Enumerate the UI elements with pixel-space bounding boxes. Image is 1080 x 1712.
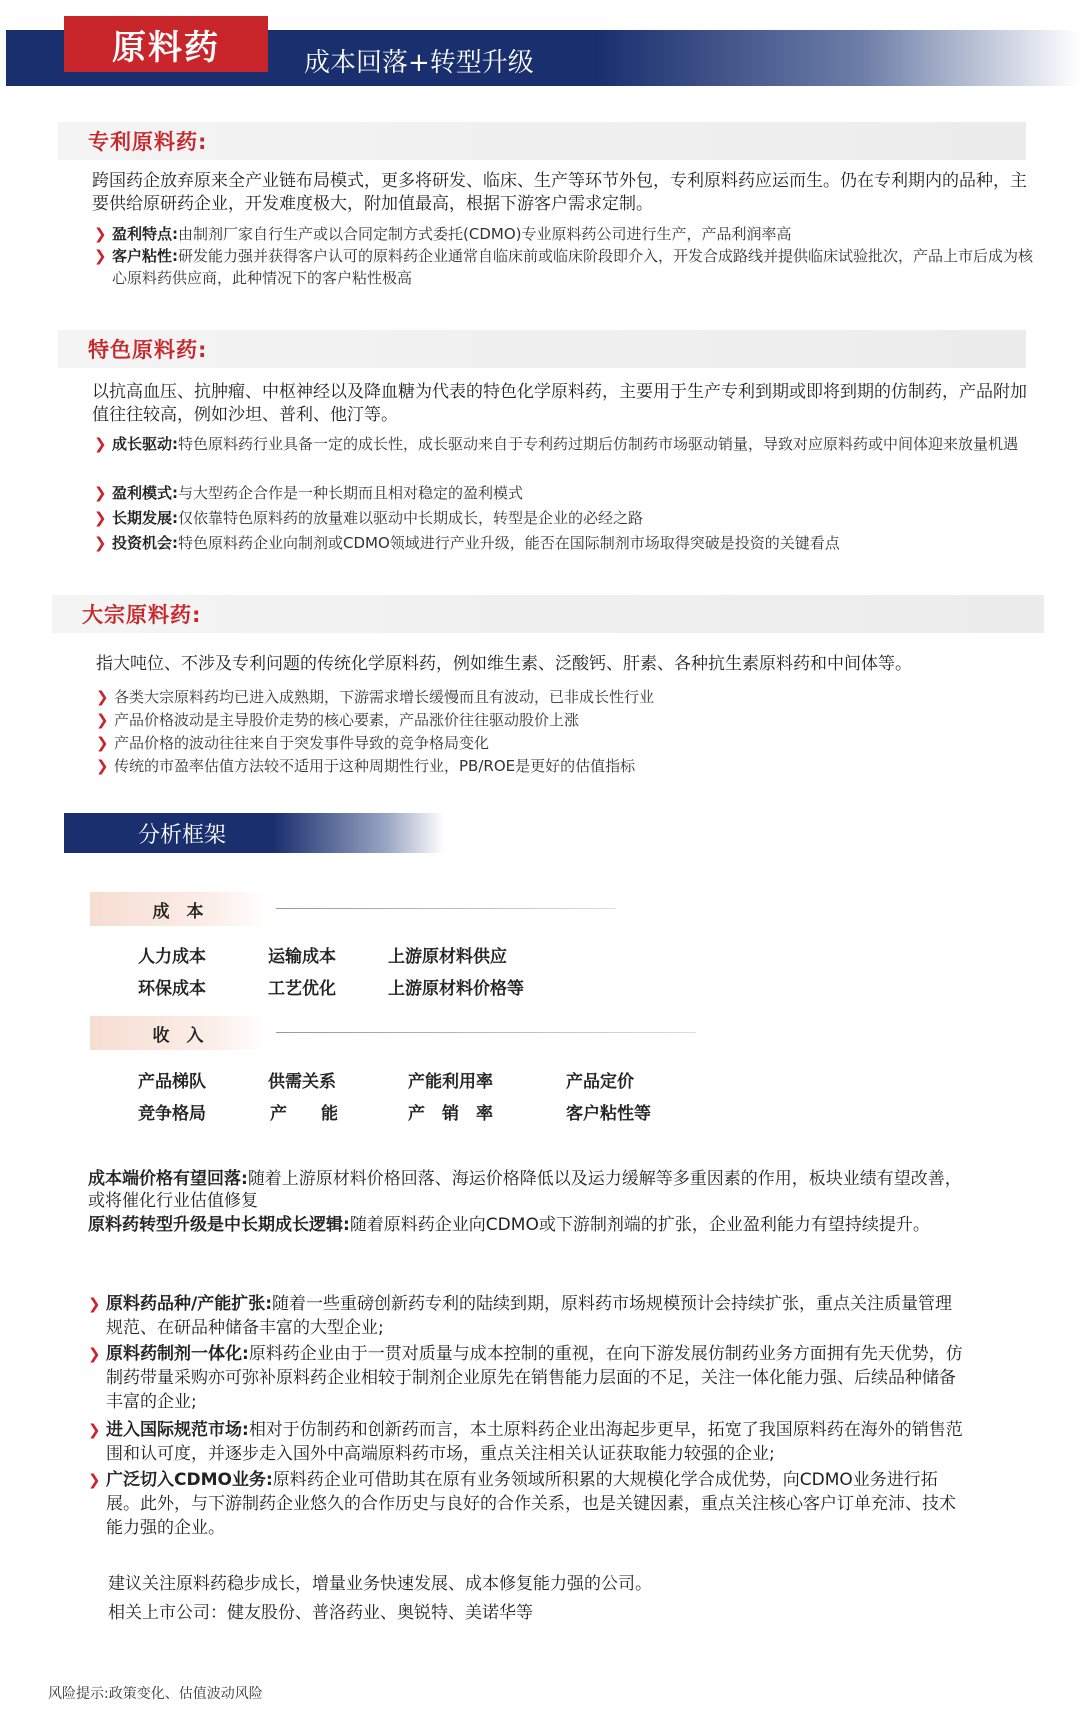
specialty-bullet-1 [94, 433, 1034, 455]
focus-1 [88, 1292, 968, 1340]
focus-text: 相对于仿制药和创新药而言，本土原料药企业出海起步更早，拓宽了我国原料药在海外的销售范围和认可度，并逐步走入国外中高端原料药市场，重点关注相关认证获取能力较强的企业; [106, 1420, 963, 1464]
revenue-item: 产品梯队 [138, 1072, 206, 1092]
bullet-title: 客户粘性: [112, 247, 178, 265]
cost-tag: 成 本 [90, 892, 266, 926]
conclusion-1 [88, 1168, 968, 1212]
bullet-text: 传统的市盈率估值方法较不适用于这种周期性行业，PB/ROE是更好的估值指标 [114, 757, 636, 775]
patent-bullet-2 [94, 245, 1034, 289]
bulk-bullet-1 [96, 686, 1036, 708]
specialty-bullet-4 [94, 532, 1034, 554]
arrow-icon: ❯ [96, 688, 109, 706]
patent-bullet-1 [94, 223, 1034, 245]
focus-title: 广泛切入CDMO业务: [106, 1470, 273, 1490]
arrow-icon: ❯ [94, 509, 107, 527]
cost-divider [276, 908, 616, 909]
cost-item: 运输成本 [268, 947, 336, 967]
arrow-icon: ❯ [88, 1295, 101, 1313]
arrow-icon: ❯ [96, 757, 109, 775]
revenue-item: 客户粘性等 [566, 1104, 651, 1124]
focus-4 [88, 1468, 968, 1540]
bullet-text: 各类大宗原料药均已进入成熟期，下游需求增长缓慢而且有波动，已非成长性行业 [114, 688, 655, 706]
specialty-heading: 特色原料药: [58, 330, 1026, 368]
bullet-title: 长期发展: [112, 509, 178, 527]
revenue-item: 竞争格局 [138, 1104, 206, 1124]
header-subtitle: 成本回落+转型升级 [304, 48, 534, 78]
focus-text: 原料药企业由于一贯对质量与成本控制的重视，在向下游发展仿制药业务方面拥有先天优势，仿制药带量采购亦可弥补原料药企业相较于制剂企业原先在销售能力层面的不足，关注一体化能力强、后续品种储备丰富的企业; [106, 1344, 963, 1412]
revenue-item: 产 销 率 [408, 1104, 493, 1124]
revenue-item: 产品定价 [566, 1072, 634, 1092]
bullet-title: 盈利模式: [112, 484, 178, 502]
related-companies: 相关上市公司：健友股份、普洛药业、奥锐特、美诺华等 [108, 1603, 533, 1623]
specialty-intro: 以抗高血压、抗肿瘤、中枢神经以及降血糖为代表的特色化学原料药，主要用于生产专利到期或即将到期的仿制药，产品附加值往往较高，例如沙坦、普利、他汀等。 [92, 382, 1027, 425]
conclusion-text: 随着原料药企业向CDMO或下游制剂端的扩张，企业盈利能力有望持续提升。 [349, 1215, 930, 1235]
cost-item: 环保成本 [138, 979, 206, 999]
focus-title: 原料药制剂一体化: [106, 1344, 249, 1364]
revenue-item: 产 能 [270, 1104, 338, 1124]
bullet-text: 产品价格波动是主导股价走势的核心要素，产品涨价往往驱动股价上涨 [114, 711, 580, 729]
arrow-icon: ❯ [88, 1421, 101, 1439]
conclusion-title: 原料药转型升级是中长期成长逻辑: [88, 1215, 350, 1235]
bullet-text: 产品价格的波动往往来自于突发事件导致的竞争格局变化 [114, 734, 490, 752]
analysis-title: 分析框架 [64, 813, 444, 853]
arrow-icon: ❯ [96, 711, 109, 729]
conclusion-text: 随着上游原材料价格回落、海运价格降低以及运力缓解等多重因素的作用，板块业绩有望改善，或将催化行业估值修复 [88, 1169, 962, 1211]
bullet-text: 研发能力强并获得客户认可的原料药企业通常自临床前或临床阶段即介入，开发合成路线并提供临床试验批次，产品上市后成为核心原料药供应商，此种情况下的客户粘性极高 [112, 247, 1034, 287]
risk-footer: 风险提示:政策变化、估值波动风险 [48, 1686, 263, 1702]
bulk-heading: 大宗原料药: [52, 595, 1044, 633]
specialty-bullet-2 [94, 482, 1034, 504]
revenue-item: 产能利用率 [408, 1072, 493, 1092]
arrow-icon: ❯ [94, 247, 107, 265]
focus-2 [88, 1342, 968, 1414]
revenue-tag: 收 入 [90, 1016, 266, 1050]
bullet-text: 由制剂厂家自行生产或以合同定制方式委托(CDMO)专业原料药公司进行生产，产品利润率高 [178, 225, 792, 243]
arrow-icon: ❯ [88, 1345, 101, 1363]
arrow-icon: ❯ [94, 435, 107, 453]
arrow-icon: ❯ [96, 734, 109, 752]
bullet-text: 特色原料药企业向制剂或CDMO领域进行产业升级，能否在国际制剂市场取得突破是投资的关键看点 [178, 534, 840, 552]
arrow-icon: ❯ [94, 484, 107, 502]
cost-item: 上游原材料价格等 [388, 979, 524, 999]
specialty-bullet-3 [94, 507, 1034, 529]
recommendation: 建议关注原料药稳步成长，增量业务快速发展、成本修复能力强的公司。 [108, 1574, 652, 1594]
bullet-title: 投资机会: [112, 534, 178, 552]
conclusion-2 [88, 1214, 968, 1236]
focus-3 [88, 1418, 968, 1466]
arrow-icon: ❯ [94, 534, 107, 552]
cost-item: 人力成本 [138, 947, 206, 967]
bullet-text: 仅依靠特色原料药的放量难以驱动中长期成长，转型是企业的必经之路 [178, 509, 644, 527]
focus-text: 随着一些重磅创新药专利的陆续到期，原料药市场规模预计会持续扩张，重点关注质量管理规范、在研品种储备丰富的大型企业; [106, 1294, 953, 1338]
bullet-text: 与大型药企合作是一种长期而且相对稳定的盈利模式 [178, 484, 524, 502]
bulk-bullet-4 [96, 755, 1036, 777]
focus-title: 进入国际规范市场: [106, 1420, 249, 1440]
arrow-icon: ❯ [88, 1471, 101, 1489]
focus-title: 原料药品种/产能扩张: [106, 1294, 273, 1314]
patent-heading: 专利原料药: [58, 122, 1026, 160]
bullet-text: 特色原料药行业具备一定的成长性，成长驱动来自于专利药过期后仿制药市场驱动销量，导致对应原料药或中间体迎来放量机遇 [178, 435, 1019, 453]
bulk-bullet-2 [96, 709, 1036, 731]
bullet-title: 成长驱动: [112, 435, 178, 453]
header-label: 原料药 [64, 16, 268, 72]
arrow-icon: ❯ [94, 225, 107, 243]
revenue-item: 供需关系 [268, 1072, 336, 1092]
revenue-divider [276, 1032, 696, 1033]
focus-text: 原料药企业可借助其在原有业务领域所积累的大规模化学合成优势，向CDMO业务进行拓展。此外，与下游制药企业悠久的合作历史与良好的合作关系，也是关键因素，重点关注核心客户订单充沛、技术能力强的企业。 [106, 1470, 956, 1538]
cost-item: 上游原材料供应 [388, 947, 507, 967]
cost-item: 工艺优化 [268, 979, 336, 999]
patent-intro: 跨国药企放弃原来全产业链布局模式，更多将研发、临床、生产等环节外包，专利原料药应运而生。仍在专利期内的品种，主要供给原研药企业，开发难度极大，附加值最高，根据下游客户需求定制。 [92, 171, 1027, 214]
bulk-intro: 指大吨位、不涉及专利问题的传统化学原料药，例如维生素、泛酸钙、肝素、各种抗生素原料药和中间体等。 [96, 654, 912, 674]
bullet-title: 盈利特点: [112, 225, 178, 243]
bulk-bullet-3 [96, 732, 1036, 754]
conclusion-title: 成本端价格有望回落: [88, 1169, 248, 1189]
